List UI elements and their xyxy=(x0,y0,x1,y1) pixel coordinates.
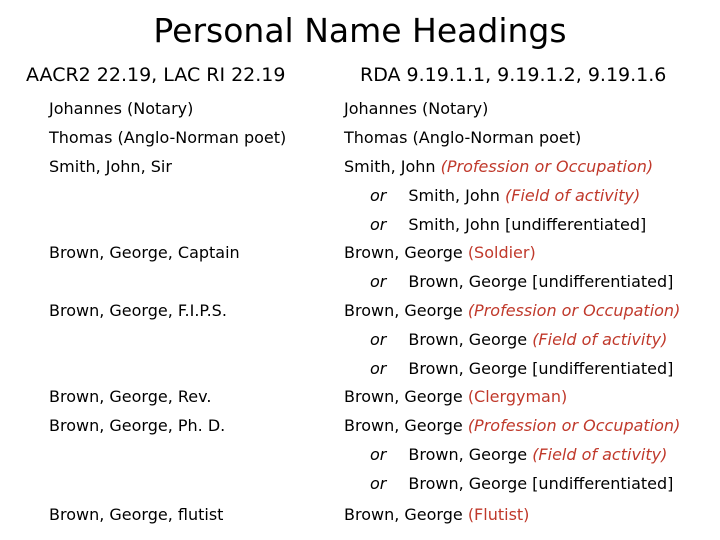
or-label: or xyxy=(370,272,387,291)
heading-name: Brown, George xyxy=(344,243,468,262)
heading-name: Brown, George xyxy=(344,387,468,406)
heading-qualifier: (Field of activity) xyxy=(505,186,641,205)
heading-name: Brown, George [undifferentiated] xyxy=(408,359,674,378)
rda-heading xyxy=(344,241,536,265)
rda-heading xyxy=(344,503,529,527)
or-label: or xyxy=(370,186,387,205)
heading-name: Brown, George xyxy=(408,330,533,349)
rda-heading xyxy=(344,155,653,179)
rda-heading xyxy=(344,414,680,438)
rda-alternative-heading xyxy=(370,328,667,352)
aacr2-heading: Brown, George, F.I.P.S. xyxy=(49,301,227,320)
heading-name: Brown, George [undifferentiated] xyxy=(408,272,674,291)
rda-column-header: RDA 9.19.1.1, 9.19.1.2, 9.19.1.6 xyxy=(360,64,667,86)
heading-name: Brown, George xyxy=(344,416,468,435)
heading-name: Smith, John xyxy=(344,157,441,176)
rda-alternative-heading xyxy=(370,443,667,467)
heading-name: Brown, George [undifferentiated] xyxy=(408,474,674,493)
aacr2-column-header: AACR2 22.19, LAC RI 22.19 xyxy=(26,64,286,86)
heading-name: Smith, John [undifferentiated] xyxy=(408,215,647,234)
aacr2-heading: Smith, John, Sir xyxy=(49,157,172,176)
rda-alternative-heading xyxy=(370,184,640,208)
rda-alternative-heading xyxy=(370,357,673,381)
heading-qualifier: (Clergyman) xyxy=(467,387,568,406)
or-label: or xyxy=(370,330,387,349)
or-label: or xyxy=(370,215,387,234)
aacr2-heading: Thomas (Anglo-Norman poet) xyxy=(49,128,287,147)
or-label: or xyxy=(370,359,387,378)
rda-alternative-heading xyxy=(370,270,673,294)
heading-name: Smith, John xyxy=(408,186,506,205)
aacr2-heading: Brown, George, Captain xyxy=(49,243,240,262)
heading-name: Brown, George xyxy=(408,445,533,464)
aacr2-heading: Brown, George, Rev. xyxy=(49,387,212,406)
or-label: or xyxy=(370,474,387,493)
heading-name: Brown, George xyxy=(344,505,468,524)
or-label: or xyxy=(370,445,387,464)
heading-name: Brown, George xyxy=(344,301,468,320)
rda-heading xyxy=(344,299,680,323)
heading-qualifier: (Field of activity) xyxy=(532,330,668,349)
aacr2-heading: Brown, George, Ph. D. xyxy=(49,416,226,435)
rda-heading: Thomas (Anglo-Norman poet) xyxy=(344,128,582,147)
heading-qualifier: (Field of activity) xyxy=(532,445,668,464)
rda-alternative-heading xyxy=(370,213,646,237)
aacr2-heading: Brown, George, flutist xyxy=(49,505,224,524)
heading-qualifier: (Soldier) xyxy=(467,243,536,262)
heading-qualifier: (Profession or Occupation) xyxy=(467,416,681,435)
rda-alternative-heading xyxy=(370,472,673,496)
heading-qualifier: (Flutist) xyxy=(467,505,530,524)
page-title: Personal Name Headings xyxy=(153,11,567,50)
heading-qualifier: (Profession or Occupation) xyxy=(440,157,654,176)
aacr2-heading: Johannes (Notary) xyxy=(49,99,194,118)
rda-heading: Johannes (Notary) xyxy=(344,99,489,118)
heading-qualifier: (Profession or Occupation) xyxy=(467,301,681,320)
rda-heading xyxy=(344,385,567,409)
